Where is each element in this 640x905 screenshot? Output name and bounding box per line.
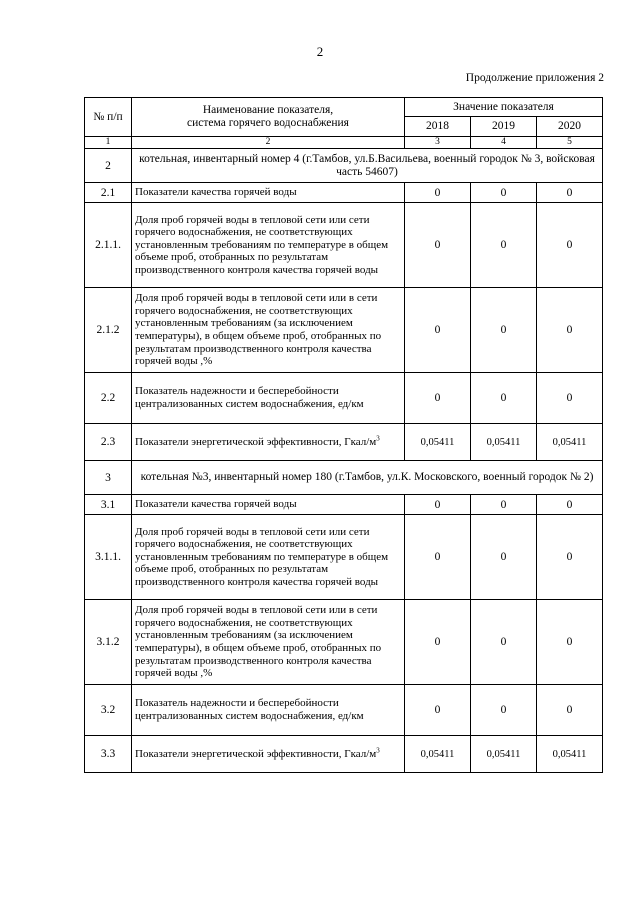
indicator-name [132,203,405,288]
indicator-name [132,515,405,600]
indicator-value: 0,05411 [537,424,603,461]
indicator-value: 0 [471,495,537,515]
indicator-value: 0 [405,600,471,685]
indicator-number: 2.2 [85,373,132,424]
column-numbers-row [85,137,603,149]
indicator-number: 3.1.1. [85,515,132,600]
indicator-value: 0 [405,373,471,424]
indicator-value: 0 [471,288,537,373]
indicator-row [85,736,603,773]
indicator-name [132,495,405,515]
indicator-row [85,288,603,373]
indicator-value: 0 [471,183,537,203]
section-number: 2 [85,149,132,183]
column-number: 2 [132,137,405,149]
indicator-value: 0 [405,183,471,203]
indicator-name [132,288,405,373]
indicator-name [132,736,405,773]
unit-superscript: 3 [376,434,380,443]
column-number: 1 [85,137,132,149]
indicator-name [132,685,405,736]
indicator-name-text: Доля проб горячей воды в тепловой сети или в сети горячего водоснабжения, не соответствующих установленным требованиям (за исключением температуры), в общем объеме проб, отобранных по результатам производственного контроля качества горячей воды ,% [135,604,382,680]
indicators-table [84,97,603,773]
indicator-value: 0 [537,288,603,373]
indicator-value: 0 [537,495,603,515]
header-col-name-line1: Наименование показателя, [202,104,334,116]
indicator-value: 0 [405,685,471,736]
page-number: 2 [316,44,324,59]
indicator-value: 0 [537,373,603,424]
indicator-row [85,515,603,600]
indicator-name-text: Показатели качества горячей воды [135,186,297,199]
indicator-number: 3.3 [85,736,132,773]
indicator-row [85,495,603,515]
header-year: 2019 [471,117,537,137]
header-year: 2020 [537,117,603,137]
indicator-row [85,424,603,461]
header-row-top [85,98,603,117]
indicator-value: 0 [471,373,537,424]
indicator-name-text: Показатель надежности и бесперебойности централизованных систем водоснабжения, ед/км [135,697,364,722]
indicator-row [85,600,603,685]
indicator-name [132,183,405,203]
header-col-name [132,98,405,137]
header-col-num: № п/п [85,98,132,137]
column-number: 5 [537,137,603,149]
unit-superscript: 3 [376,746,380,755]
indicator-value: 0 [471,600,537,685]
indicator-name [132,373,405,424]
indicator-value: 0,05411 [471,736,537,773]
indicator-name-text: Доля проб горячей воды в тепловой сети или сети горячего водоснабжения, не соответствующих установленным требованиям по температуре в общем объеме проб, отобранных по результатам производственного контроля качества горячей воды [135,213,389,276]
section-row [85,149,603,183]
section-number: 3 [85,461,132,495]
indicator-value: 0 [537,203,603,288]
continuation-label: Продолжение приложения 2 [465,72,604,84]
indicator-name-text: Показатель надежности и бесперебойности централизованных систем водоснабжения, ед/км [135,385,364,410]
column-number: 4 [471,137,537,149]
indicator-value: 0 [537,183,603,203]
header-col-value: Значение показателя [405,98,603,117]
section-row [85,461,603,495]
indicator-number: 2.1.1. [85,203,132,288]
indicator-number: 2.1 [85,183,132,203]
indicator-value: 0 [405,203,471,288]
indicator-name-text: Показатели энергетической эффективности, Гкал/м [135,435,377,448]
indicator-value: 0 [405,495,471,515]
indicator-value: 0 [405,515,471,600]
indicator-name-text: Доля проб горячей воды в тепловой сети или сети горячего водоснабжения, не соответствующих установленным требованиям по температуре в общем объеме проб, отобранных по результатам производственного контроля качества горячей воды [135,525,389,588]
indicator-number: 3.1 [85,495,132,515]
indicator-number: 3.2 [85,685,132,736]
indicator-name-text: Показатели энергетической эффективности, Гкал/м [135,747,377,760]
section-title: котельная, инвентарный номер 4 (г.Тамбов, ул.Б.Васильева, военный городок № 3, войсковая часть 54607) [132,149,603,183]
indicator-value: 0 [537,515,603,600]
indicator-row [85,183,603,203]
indicator-value: 0,05411 [537,736,603,773]
column-number: 3 [405,137,471,149]
header-year: 2018 [405,117,471,137]
indicator-name-text: Доля проб горячей воды в тепловой сети или в сети горячего водоснабжения, не соответствующих установленным требованиям (за исключением температуры), в общем объеме проб, отобранных по результатам производственного контроля качества горячей воды ,% [135,292,382,368]
indicator-value: 0,05411 [405,424,471,461]
indicator-value: 0 [537,600,603,685]
header-col-name-line2: система горячего водоснабжения [187,117,349,129]
indicator-value: 0,05411 [471,424,537,461]
indicator-value: 0 [405,288,471,373]
indicator-number: 3.1.2 [85,600,132,685]
indicator-name [132,600,405,685]
indicator-value: 0 [471,515,537,600]
indicator-value: 0,05411 [405,736,471,773]
indicator-value: 0 [471,203,537,288]
indicator-row [85,203,603,288]
indicator-number: 2.3 [85,424,132,461]
indicator-name [132,424,405,461]
indicator-row [85,685,603,736]
section-title: котельная №3, инвентарный номер 180 (г.Тамбов, ул.К. Московского, военный городок № 2) [132,461,603,495]
indicator-value: 0 [471,685,537,736]
indicator-number: 2.1.2 [85,288,132,373]
indicator-value: 0 [537,685,603,736]
indicators-table-body [85,98,603,773]
indicator-name-text: Показатели качества горячей воды [135,498,297,511]
indicator-row [85,373,603,424]
